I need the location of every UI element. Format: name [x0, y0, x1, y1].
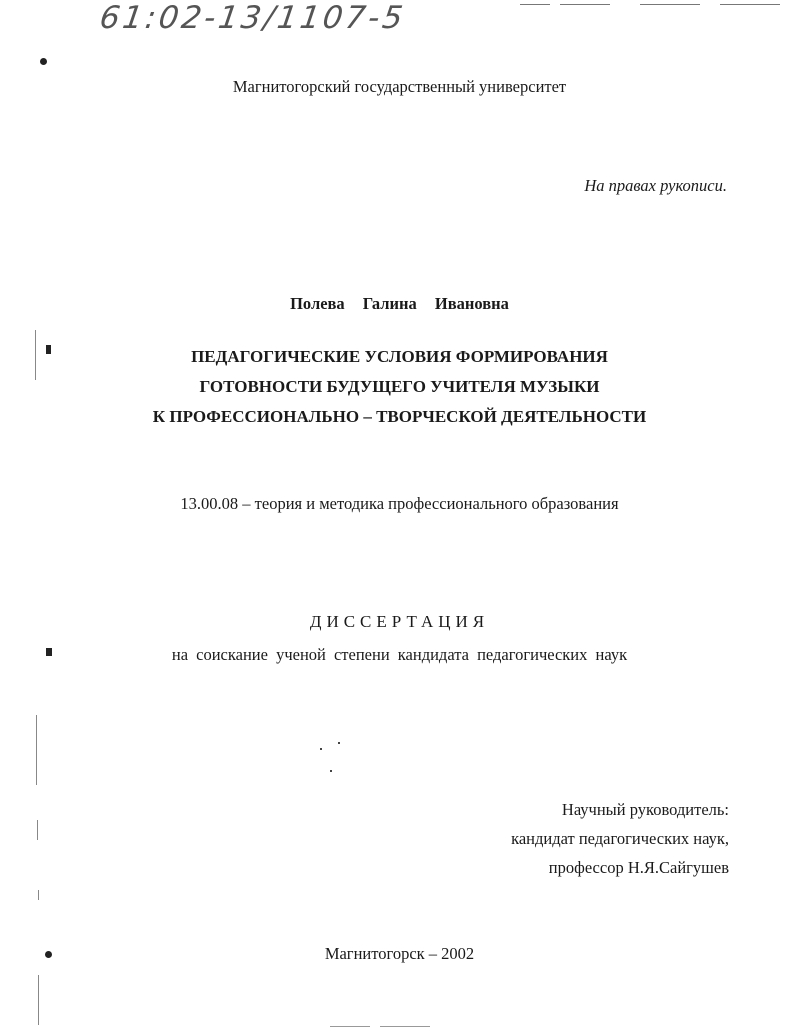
supervisor-label: Научный руководитель: [561, 800, 729, 819]
margin-line [37, 820, 38, 840]
author-name: Полева Галина Ивановна [290, 294, 509, 313]
margin-line [36, 715, 37, 785]
margin-line [35, 330, 36, 380]
document-type: ДИССЕРТАЦИЯ [309, 612, 490, 631]
scan-speck [330, 770, 332, 772]
dissertation-title [0, 342, 799, 432]
scan-mark [330, 1026, 370, 1027]
handwritten-archive-number: 61:02-13/1107-5 [97, 0, 408, 36]
scan-mark [380, 1026, 430, 1027]
city-year: Магнитогорск – 2002 [324, 944, 475, 963]
binding-hole-mark [46, 648, 52, 656]
margin-line [38, 975, 39, 1025]
title-line: ПЕДАГОГИЧЕСКИЕ УСЛОВИЯ ФОРМИРОВАНИЯ [191, 347, 608, 366]
supervisor-degree: кандидат педагогических наук, [511, 829, 729, 848]
scan-mark [720, 4, 780, 5]
university-name: Магнитогорский государственный университет [232, 77, 567, 96]
margin-line [38, 890, 39, 900]
binding-hole-mark [40, 58, 47, 65]
degree-statement: на соискание ученой степени кандидата педагогических наук [171, 645, 628, 664]
supervisor-block [511, 795, 729, 882]
scan-mark [640, 4, 700, 5]
scan-mark [520, 4, 550, 5]
binding-hole-mark [45, 951, 52, 958]
title-line: К ПРОФЕССИОНАЛЬНО – ТВОРЧЕСКОЙ ДЕЯТЕЛЬНОСТИ [152, 407, 647, 426]
title-line: ГОТОВНОСТИ БУДУЩЕГО УЧИТЕЛЯ МУЗЫКИ [199, 377, 600, 396]
specialty-code: 13.00.08 – теория и методика профессионального образования [180, 494, 619, 513]
scan-mark [560, 4, 610, 5]
scan-speck [338, 742, 340, 744]
scan-speck [320, 748, 322, 750]
binding-hole-mark [46, 345, 51, 354]
rights-notice: На правах рукописи. [584, 176, 727, 195]
supervisor-name: профессор Н.Я.Сайгушев [548, 858, 729, 877]
